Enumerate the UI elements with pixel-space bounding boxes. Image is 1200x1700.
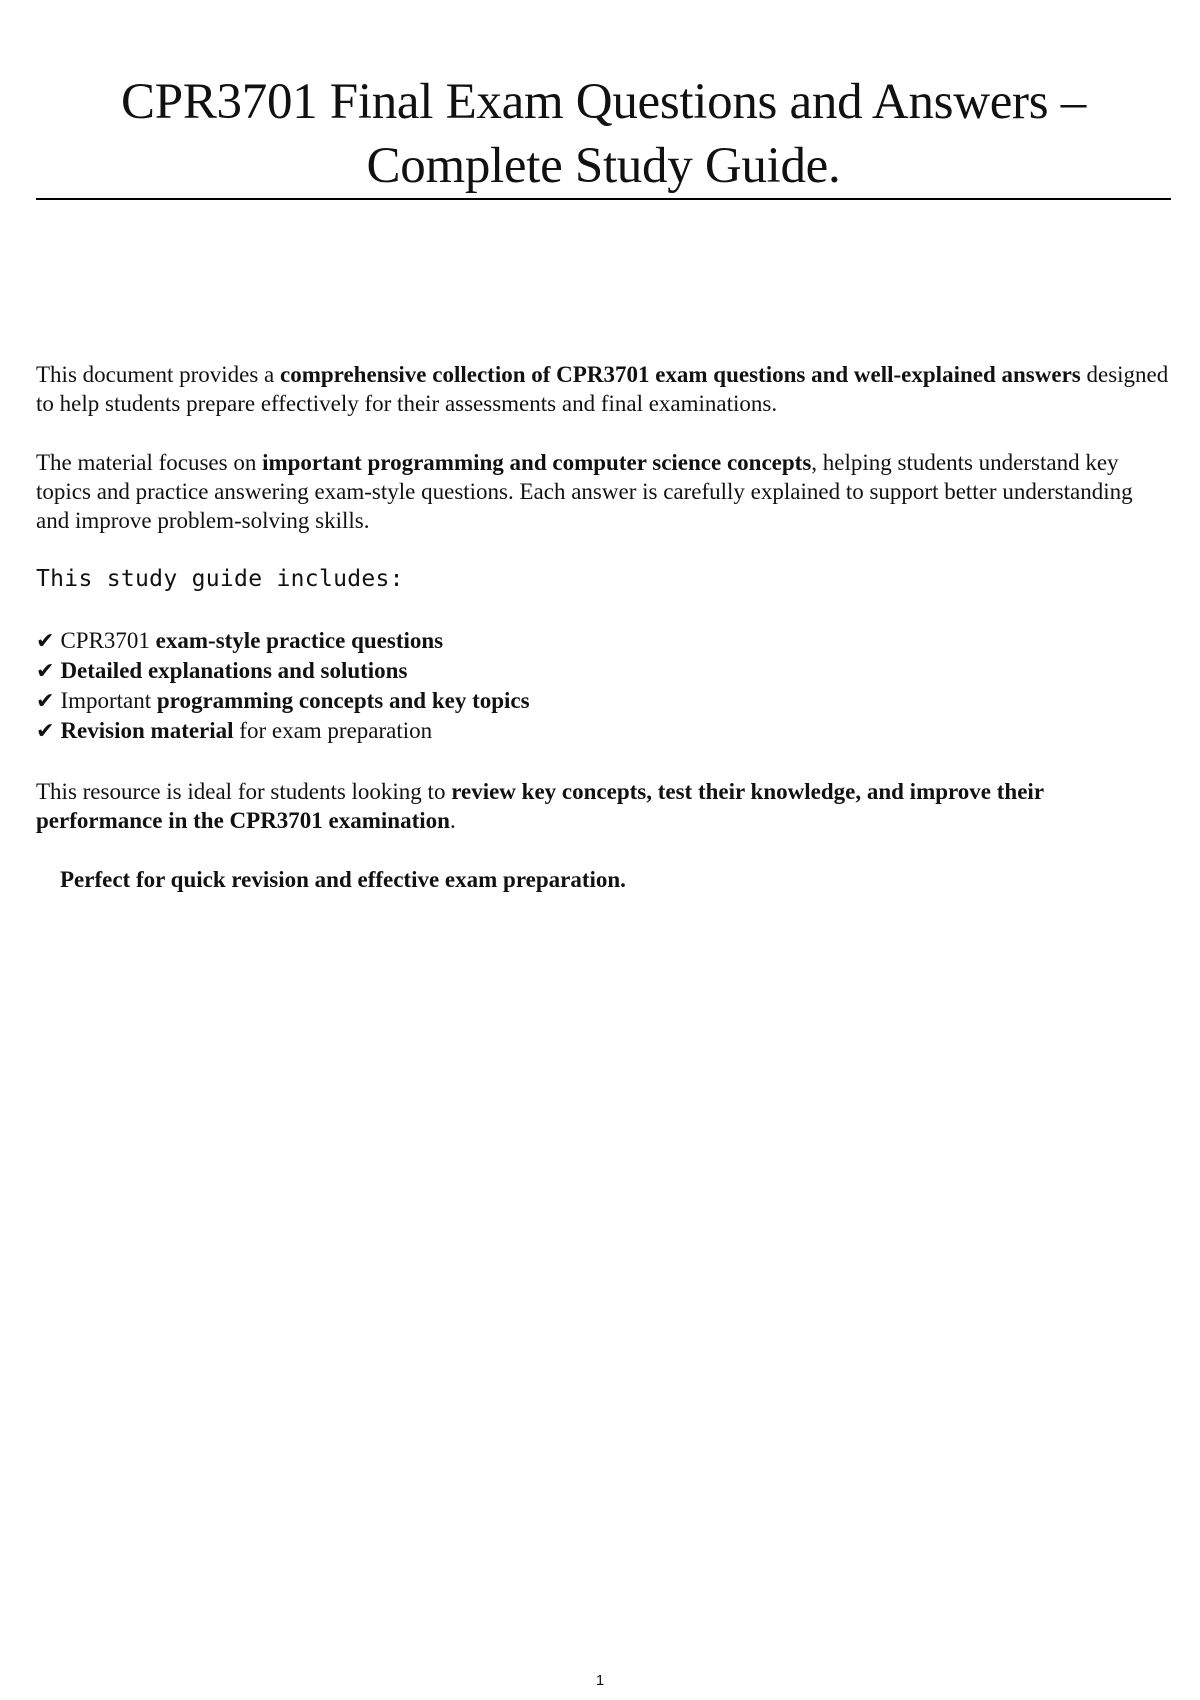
checkmark-icon: ✔ xyxy=(36,659,55,684)
list-item-bold: Revision material xyxy=(60,718,234,743)
list-item-pre: CPR3701 xyxy=(60,628,156,653)
title-rule xyxy=(36,198,1171,200)
list-item xyxy=(36,686,1171,716)
intro-text-2: designed to help students prepare effectively for their assessments and final examinations. xyxy=(36,362,1169,416)
ideal-text-2: . xyxy=(449,808,456,833)
list-item-pre: Important xyxy=(60,688,157,713)
list-item xyxy=(36,716,1171,746)
focus-text-2: , helping students understand key topics and practice answering exam-style questions. Each answer is carefully explained to support better understanding and improve problem-solving skills. xyxy=(36,450,1133,533)
checkmark-icon: ✔ xyxy=(36,719,55,744)
focus-paragraph xyxy=(36,448,1171,535)
title-block xyxy=(36,70,1171,198)
checkmark-icon: ✔ xyxy=(36,629,55,654)
checkmark-icon: ✔ xyxy=(36,689,55,714)
intro-text-1: This document provides a xyxy=(36,362,281,387)
list-item xyxy=(36,656,1171,686)
document-body xyxy=(36,360,1171,894)
focus-bold: important programming and computer science concepts xyxy=(262,450,812,475)
includes-list xyxy=(36,626,1171,746)
includes-heading: This study guide includes: xyxy=(36,566,404,592)
focus-text-1: The material focuses on xyxy=(36,450,263,475)
ideal-bold: review key concepts, test their knowledge, and improve their performance in the CPR3701 examination xyxy=(36,779,1044,833)
list-item-bold: Detailed explanations and solutions xyxy=(60,658,408,683)
closing-bold: Perfect for quick revision and effective exam preparation. xyxy=(60,867,626,892)
list-item xyxy=(36,626,1171,656)
closing-line xyxy=(36,865,1171,894)
list-item-bold: exam-style practice questions xyxy=(155,628,444,653)
list-item-post: for exam preparation xyxy=(233,718,433,743)
document-title: CPR3701 Final Exam Questions and Answers – Complete Study Guide. xyxy=(121,74,1086,194)
intro-paragraph xyxy=(36,360,1171,418)
intro-bold: comprehensive collection of CPR3701 exam questions and well-explained answers xyxy=(280,362,1081,387)
ideal-text-1: This resource is ideal for students looking to xyxy=(36,779,452,804)
page-number: 1 xyxy=(595,1672,605,1689)
list-item-bold: programming concepts and key topics xyxy=(156,688,530,713)
ideal-paragraph xyxy=(36,777,1171,835)
